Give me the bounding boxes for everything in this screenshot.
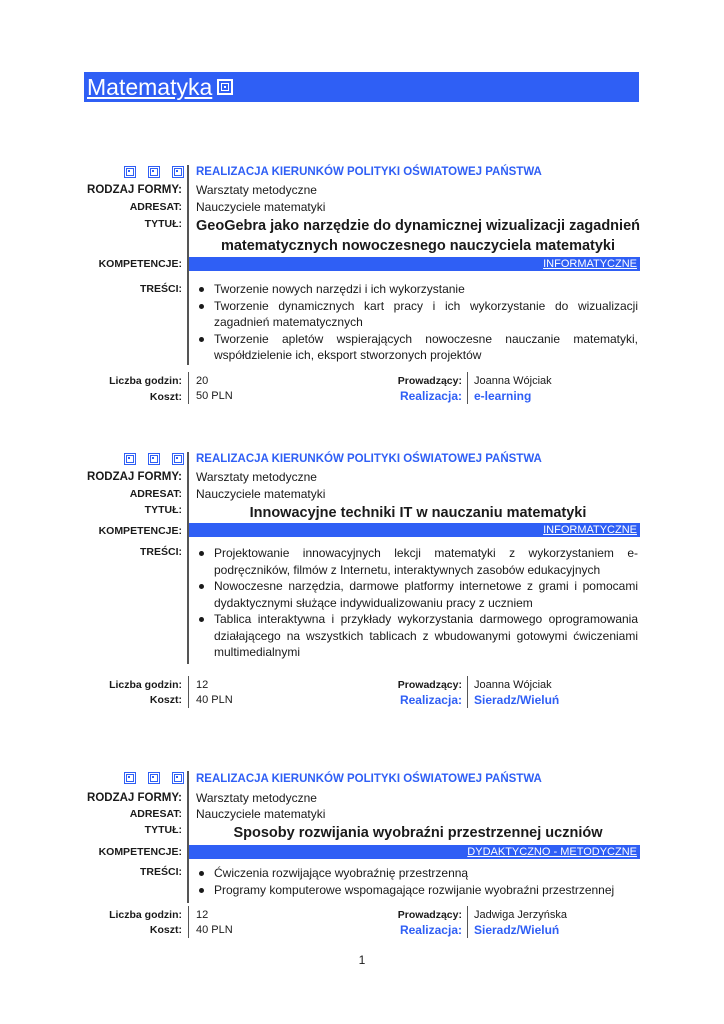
course-title-line: Innowacyjne techniki IT w nauczaniu matematyki [249, 505, 587, 521]
square-pattern-icon [172, 453, 184, 465]
koszt-label: Koszt: [149, 694, 182, 706]
list-item: Tworzenie nowych narzędzi i ich wykorzystanie [214, 281, 638, 298]
course-title [196, 503, 640, 523]
adresat-value: Nauczyciele matematyki [196, 487, 326, 501]
kompetencje-bar: INFORMATYCZNE [189, 257, 640, 271]
square-pattern-icon [217, 79, 233, 95]
realizacja-label: Realizacja: [399, 923, 462, 937]
godziny-value: 12 [196, 909, 209, 921]
square-pattern-icon [148, 453, 160, 465]
rodzaj-label: RODZAJ FORMY: [87, 184, 182, 196]
list-item: Programy komputerowe wspomagające rozwijanie wyobraźni przestrzennej [214, 882, 638, 899]
adresat-value: Nauczyciele matematyki [196, 200, 326, 214]
rodzaj-value: Warsztaty metodyczne [196, 470, 317, 484]
square-pattern-icon [124, 453, 136, 465]
square-pattern-icon [124, 772, 136, 784]
adresat-label: ADRESAT: [129, 488, 182, 500]
koszt-label: Koszt: [149, 924, 182, 936]
entry-icons [124, 772, 184, 784]
adresat-label: ADRESAT: [129, 201, 182, 213]
realizacja-label: Realizacja: [399, 693, 462, 707]
koszt-value: 50 PLN [196, 390, 233, 402]
tytul-label: TYTUŁ: [144, 504, 182, 516]
list-item: Tworzenie apletów wspierających nowoczesne nauczanie matematyki, współdzielenie ich, eksport stworzonych projektów [214, 331, 638, 362]
policy-header: REALIZACJA KIERUNKÓW POLITYKI OŚWIATOWEJ PAŃSTWA [196, 166, 542, 178]
kompetencje-bar: DYDAKTYCZNO - METODYCZNE [189, 845, 640, 859]
page-title: Matematyka [87, 74, 213, 100]
prowadzacy-label: Prowadzący: [397, 679, 462, 691]
square-pattern-icon [172, 166, 184, 178]
course-title-line: matematycznych nowoczesnego nauczyciela matematyki [220, 238, 616, 254]
list-item: Ćwiczenia rozwijające wyobraźnię przestrzenną [214, 865, 638, 882]
kompetencje-label: KOMPETENCJE: [98, 525, 182, 537]
tytul-label: TYTUŁ: [144, 218, 182, 230]
kompetencje-label: KOMPETENCJE: [98, 846, 182, 858]
kompetencje-bar: INFORMATYCZNE [189, 523, 640, 537]
course-title [196, 823, 640, 843]
square-pattern-icon [124, 166, 136, 178]
course-title-line: GeoGebra jako narzędzie do dynamicznej wizualizacji zagadnień [196, 218, 640, 234]
policy-header: REALIZACJA KIERUNKÓW POLITYKI OŚWIATOWEJ PAŃSTWA [196, 453, 542, 465]
square-pattern-icon [172, 772, 184, 784]
page-title-bar [84, 72, 639, 102]
godziny-value: 12 [196, 679, 209, 691]
course-title-line: Sposoby rozwijania wyobraźni przestrzennej uczniów [233, 825, 603, 841]
godziny-label: Liczba godzin: [109, 909, 182, 921]
rodzaj-value: Warsztaty metodyczne [196, 183, 317, 197]
tresci-list [196, 865, 638, 898]
koszt-label: Koszt: [149, 391, 182, 403]
course-title [196, 216, 640, 256]
prowadzacy-value: Joanna Wójciak [474, 679, 552, 691]
tresci-label: TREŚCI: [140, 283, 182, 295]
adresat-label: ADRESAT: [129, 808, 182, 820]
realizacja-value: e-learning [474, 389, 532, 403]
list-item: Tablica interaktywna i przykłady wykorzystania darmowego oprogramowania działającego na wszystkich tablicach z wbudowanymi gotowymi ćwiczeniami multimedialnymi [214, 612, 638, 659]
prowadzacy-value: Joanna Wójciak [474, 375, 552, 387]
realizacja-value: Sieradz/Wieluń [474, 923, 560, 937]
realizacja-value: Sieradz/Wieluń [474, 693, 560, 707]
rodzaj-label: RODZAJ FORMY: [87, 792, 182, 804]
list-item: Tworzenie dynamicznych kart pracy i ich wykorzystanie do wizualizacji zagadnień matematycznych [214, 298, 638, 329]
page-number: 1 [358, 953, 366, 967]
rodzaj-label: RODZAJ FORMY: [87, 471, 182, 483]
tresci-list [196, 281, 638, 364]
godziny-value: 20 [196, 375, 209, 387]
entry-icons [124, 166, 184, 178]
list-item: Nowoczesne narzędzia, darmowe platformy internetowe z grami i pomocami dydaktycznymi służące indywidualizowaniu pracy z uczniem [214, 579, 638, 610]
prowadzacy-value: Jadwiga Jerzyńska [474, 909, 567, 921]
tytul-label: TYTUŁ: [144, 824, 182, 836]
square-pattern-icon [148, 166, 160, 178]
tresci-label: TREŚCI: [140, 866, 182, 878]
godziny-label: Liczba godzin: [109, 679, 182, 691]
adresat-value: Nauczyciele matematyki [196, 807, 326, 821]
tresci-list [196, 545, 638, 661]
realizacja-label: Realizacja: [399, 389, 462, 403]
list-item: Projektowanie innowacyjnych lekcji matematyki z wykorzystaniem e-podręczników, filmów z Internetu, interaktywnych zasobów edukacyjnych [214, 546, 638, 577]
prowadzacy-label: Prowadzący: [397, 375, 462, 387]
prowadzacy-label: Prowadzący: [397, 909, 462, 921]
kompetencje-label: KOMPETENCJE: [98, 258, 182, 270]
koszt-value: 40 PLN [196, 924, 233, 936]
godziny-label: Liczba godzin: [109, 375, 182, 387]
tresci-label: TREŚCI: [140, 546, 182, 558]
policy-header: REALIZACJA KIERUNKÓW POLITYKI OŚWIATOWEJ PAŃSTWA [196, 773, 542, 785]
rodzaj-value: Warsztaty metodyczne [196, 791, 317, 805]
square-pattern-icon [148, 772, 160, 784]
koszt-value: 40 PLN [196, 694, 233, 706]
entry-icons [124, 453, 184, 465]
